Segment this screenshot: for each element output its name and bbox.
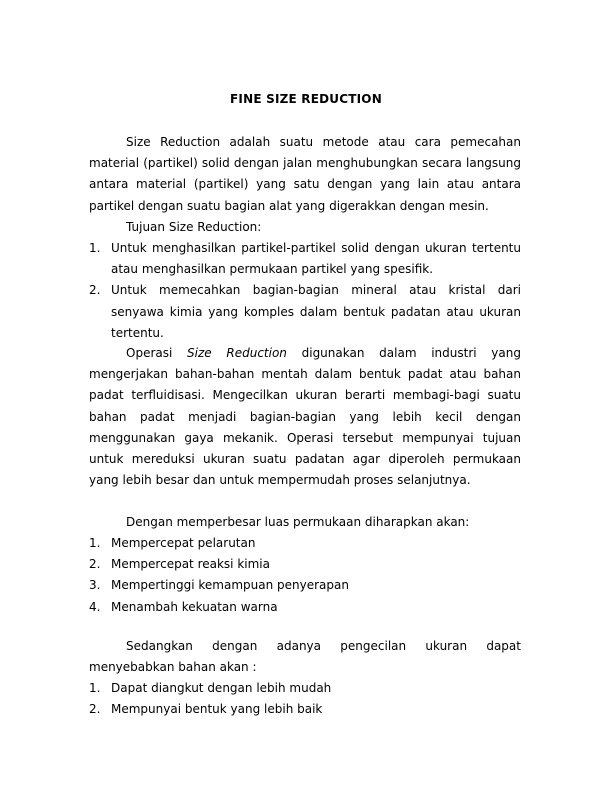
- list-item-line: tertentu.: [111, 325, 164, 340]
- tujuan-heading: Tujuan Size Reduction:: [126, 220, 262, 234]
- tujuan-list: [89, 238, 521, 344]
- list-item-line: senyawa kimia yang komples dalam bentuk padatan atau ukuran: [111, 304, 521, 319]
- list-item: [89, 554, 521, 575]
- paragraph-text: digunakan dalam industri yang: [286, 346, 521, 360]
- list-item: [89, 597, 521, 618]
- list-item: [89, 678, 521, 699]
- list-number: 1.: [89, 536, 101, 550]
- list-item-line: atau menghasilkan permukaan partikel yang spesifik.: [111, 262, 434, 277]
- list-item: [89, 238, 521, 280]
- paragraph-intro-permukaan: Dengan memperbesar luas permukaan diharapkan akan:: [126, 515, 470, 529]
- list-item-text: Dapat diangkut dengan lebih mudah: [111, 681, 332, 695]
- paragraph-line: padat terfluidisasi. Mengecilkan ukuran berarti membagi-bagi suatu: [89, 388, 521, 403]
- list-number: 3.: [89, 578, 101, 593]
- emphasis-text: Size Reduction: [187, 346, 287, 360]
- list-number: 2.: [89, 702, 101, 717]
- paragraph-line: menyebabkan bahan akan :: [89, 660, 257, 675]
- paragraph-text: Operasi: [126, 346, 188, 360]
- paragraph-line: partikel dengan suatu bagian alat yang digerakkan dengan mesin.: [89, 198, 489, 213]
- list-item: [89, 699, 521, 720]
- paragraph-line: mengerjakan bahan-bahan mentah dalam bentuk padat atau bahan: [89, 367, 521, 382]
- paragraph-operasi: [89, 343, 521, 491]
- list-number: 1.: [89, 681, 101, 695]
- list-item-line: Untuk menghasilkan partikel-partikel solid dengan ukuran tertentu: [111, 241, 521, 255]
- list-item-line: Untuk memecahkan bagian-bagian mineral atau kristal dari: [111, 283, 521, 298]
- paragraph-size-reduction: [89, 132, 521, 217]
- list-number: 4.: [89, 599, 101, 614]
- result-list: [89, 678, 521, 720]
- list-number: 1.: [89, 241, 101, 255]
- paragraph-line: [89, 343, 521, 364]
- paragraph-line: Size Reduction adalah suatu metode atau cara pemecahan: [126, 135, 521, 149]
- list-item-text: Mempercepat reaksi kimia: [111, 557, 270, 572]
- paragraph-line: menggunakan gaya mekanik. Operasi tersebut mempunyai tujuan: [89, 430, 521, 445]
- benefit-list: [89, 533, 521, 618]
- list-item-text: Menambah kekuatan warna: [111, 599, 278, 614]
- list-number: 2.: [89, 283, 101, 298]
- paragraph-pengecilan: [89, 636, 521, 678]
- paragraph-line: antara material (partikel) yang satu dengan yang lain atau antara: [89, 177, 521, 192]
- paragraph-line: bahan padat menjadi bagian-bagian yang lebih kecil dengan: [89, 409, 521, 424]
- list-item: [89, 575, 521, 596]
- paragraph-line: Sedangkan dengan adanya pengecilan ukuran dapat: [126, 639, 521, 653]
- paragraph-line: yang lebih besar dan untuk mempermudah proses selanjutnya.: [89, 473, 471, 488]
- paragraph-line: untuk mereduksi ukuran suatu padatan agar diperoleh permukaan: [89, 452, 521, 467]
- list-item: [89, 280, 521, 344]
- list-item-text: Mempunyai bentuk yang lebih baik: [111, 702, 323, 717]
- list-item-text: Mempercepat pelarutan: [111, 536, 256, 550]
- list-number: 2.: [89, 557, 101, 572]
- list-item-text: Mempertinggi kemampuan penyerapan: [111, 578, 349, 593]
- page-title: FINE SIZE REDUCTION: [230, 92, 382, 106]
- paragraph-line: material (partikel) solid dengan jalan menghubungkan secara langsung: [89, 156, 521, 171]
- list-item: [89, 533, 521, 554]
